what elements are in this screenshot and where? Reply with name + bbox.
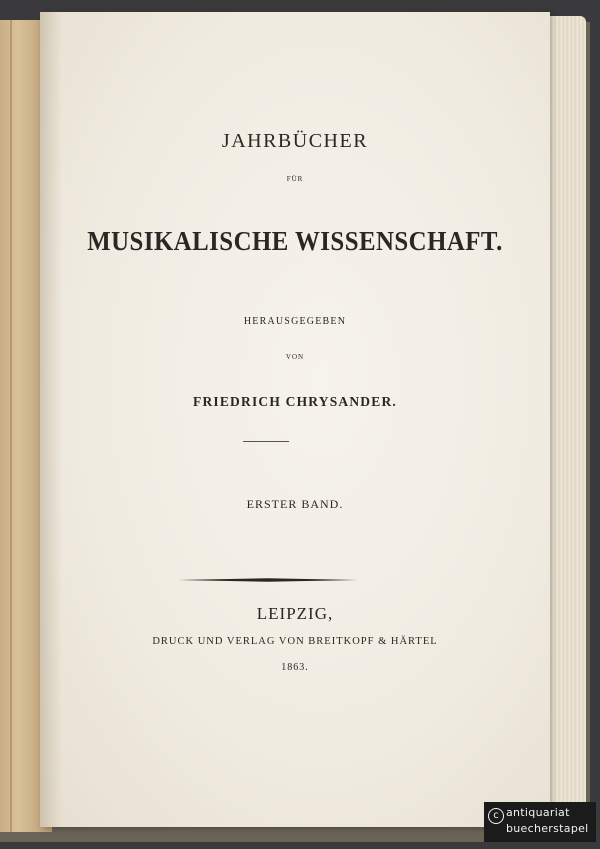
copyright-icon: c <box>488 808 504 824</box>
connector-fur: FÜR <box>286 175 304 183</box>
title-line-1: JAHRBÜCHER <box>221 130 369 152</box>
publication-year: 1863. <box>281 662 309 673</box>
title-line-2: MUSIKALISCHE WISSENSCHAFT. <box>87 226 503 256</box>
publication-city: LEIPZIG, <box>256 604 334 623</box>
title-page <box>40 12 550 827</box>
watermark-line-2: buecherstapel <box>506 822 589 835</box>
edited-by-label: HERAUSGEGEBEN <box>243 316 347 327</box>
divider-short <box>243 441 289 442</box>
seller-watermark <box>484 802 596 842</box>
divider-tapered <box>178 578 358 582</box>
editor-name: FRIEDRICH CHRYSANDER. <box>193 394 397 409</box>
watermark-line-1: antiquariat <box>506 806 570 819</box>
publisher-line: DRUCK UND VERLAG VON BREITKOPF & HÄRTEL <box>152 636 438 647</box>
connector-von: VON <box>285 353 305 361</box>
volume-label: ERSTER BAND. <box>246 497 344 511</box>
